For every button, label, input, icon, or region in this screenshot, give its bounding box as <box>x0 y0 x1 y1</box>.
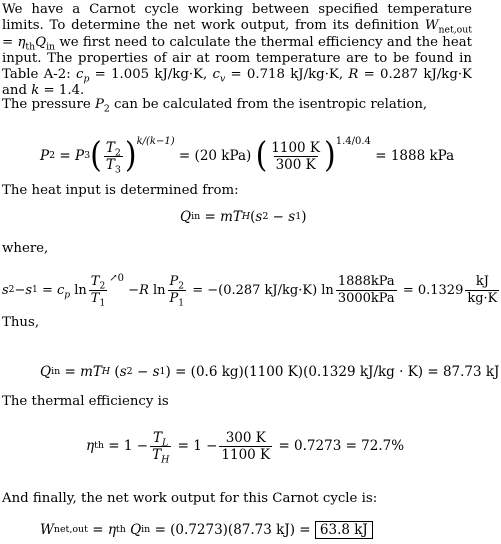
equation-isentropic-pressure: P 2 = P 3 ( $\frac{T_2}{T_3}$ ) $^{k/(k-1)}$ = (20 kPa) ( $\frac{1100 K}{300 K}$ ) $^{1.4/0.4}$ = 1888 kPa <box>40 135 455 176</box>
equation-thermal-efficiency: η th = 1 − $\frac{T_L}{T_H}$ = 1 − $\frac{300 K}{1100 K}$ = 0.7273 = 72.7% <box>86 429 405 466</box>
efficiency-sentence: The thermal efficiency is <box>2 394 169 409</box>
equation-net-work: W net,out = η th Q in = (0.7273)(87.73 kJ) = 63.8 kJ <box>40 521 373 539</box>
thus-label: Thus, <box>2 315 40 330</box>
pressure-sentence: The pressure $P_2$ can be calculated from the isentropic relation, <box>2 97 428 115</box>
equation-heat-input-value: Q in = mT H ( s 2 − s 1 ) = (0.6 kg)(1100 K)(0.1329 kJ/kg · K) = 87.73 kJ <box>40 364 500 380</box>
final-sentence: And finally, the net work output for this Carnot cycle is: <box>2 491 378 506</box>
intro-paragraph: We have a Carnot cycle working between specified temperature limits. To determine the net work output, from its definition $W_{net,out} = \eta_{th}Q_{in}$ we first need to calculate the thermal efficiency and the heat input. The properties of air at room temperature are to be found in Table A-2: $c_p = 1.005$ kJ/kg·K, $c_v = 0.718$ kJ/kg·K, R = 0.287 kJ/kg·K and k = 1.4. <box>2 2 473 99</box>
heat-input-sentence: The heat input is determined from: <box>2 183 239 198</box>
zero-arrow-icon: ↗0 <box>109 272 125 284</box>
equation-heat-input-definition: Q in = mT H ( s 2 − s 1 ) <box>180 209 307 225</box>
where-label: where, <box>2 241 49 256</box>
final-answer-box: 63.8 kJ <box>315 521 373 539</box>
equation-entropy-change: s 2 − s 1 = $c_p$ ln $\frac{T_2}{T_1}$ ↗0 − R ln $\frac{P_2}{P_1}$ = −(0.287 kJ/kg·K) ln $\frac{\text{1888kPa}}{\text{3000kPa}}$ = 0.1329 $\frac{kJ}{kg\cdot K}$ <box>2 272 498 309</box>
